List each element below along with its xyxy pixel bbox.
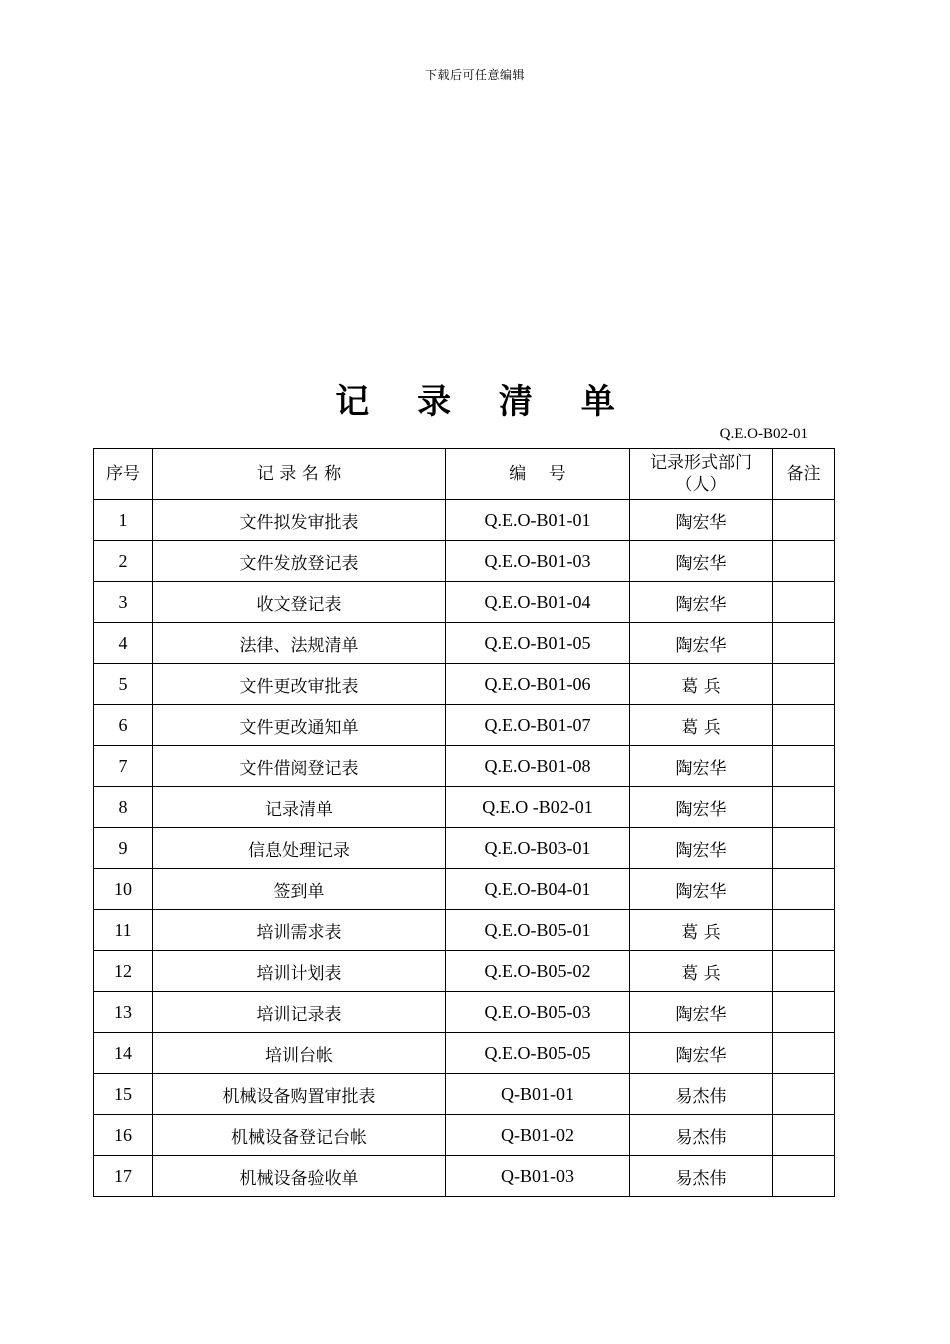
cell-note	[773, 828, 835, 869]
cell-note	[773, 910, 835, 951]
cell-no: 13	[94, 992, 153, 1033]
cell-dept: 陶宏华	[630, 992, 773, 1033]
cell-name: 记录清单	[153, 787, 446, 828]
cell-note	[773, 1033, 835, 1074]
cell-note	[773, 500, 835, 541]
table-row	[94, 1074, 835, 1115]
cell-name: 文件拟发审批表	[153, 500, 446, 541]
column-header-code: 编 号	[446, 449, 630, 500]
cell-dept: 易杰伟	[630, 1074, 773, 1115]
cell-code: Q.E.O-B05-03	[446, 992, 630, 1033]
cell-note	[773, 582, 835, 623]
cell-no: 9	[94, 828, 153, 869]
cell-no: 14	[94, 1033, 153, 1074]
cell-name: 机械设备验收单	[153, 1156, 446, 1197]
table-row	[94, 623, 835, 664]
cell-note	[773, 746, 835, 787]
cell-note	[773, 787, 835, 828]
cell-code: Q.E.O-B01-07	[446, 705, 630, 746]
cell-dept: 陶宏华	[630, 500, 773, 541]
cell-name: 收文登记表	[153, 582, 446, 623]
cell-code: Q-B01-02	[446, 1115, 630, 1156]
cell-code: Q.E.O-B01-08	[446, 746, 630, 787]
cell-dept: 陶宏华	[630, 869, 773, 910]
column-header-no: 序号	[94, 449, 153, 500]
cell-dept: 葛 兵	[630, 951, 773, 992]
cell-dept: 葛 兵	[630, 705, 773, 746]
cell-dept: 陶宏华	[630, 582, 773, 623]
cell-name: 机械设备登记台帐	[153, 1115, 446, 1156]
cell-note	[773, 1156, 835, 1197]
cell-dept: 易杰伟	[630, 1115, 773, 1156]
cell-code: Q.E.O-B01-05	[446, 623, 630, 664]
table-row	[94, 664, 835, 705]
cell-no: 15	[94, 1074, 153, 1115]
page-header: 下载后可任意编辑	[424, 68, 525, 82]
cell-name: 机械设备购置审批表	[153, 1074, 446, 1115]
cell-note	[773, 1074, 835, 1115]
cell-name: 信息处理记录	[153, 828, 446, 869]
cell-dept: 陶宏华	[630, 787, 773, 828]
table-row	[94, 787, 835, 828]
cell-name: 培训计划表	[153, 951, 446, 992]
cell-dept: 陶宏华	[630, 828, 773, 869]
cell-code: Q.E.O -B02-01	[446, 787, 630, 828]
column-header-note: 备注	[773, 449, 835, 500]
cell-no: 8	[94, 787, 153, 828]
cell-note	[773, 992, 835, 1033]
table-row	[94, 1033, 835, 1074]
cell-note	[773, 869, 835, 910]
cell-code: Q.E.O-B04-01	[446, 869, 630, 910]
document-code: Q.E.O-B02-01	[719, 426, 808, 442]
cell-code: Q.E.O-B01-06	[446, 664, 630, 705]
cell-code: Q-B01-03	[446, 1156, 630, 1197]
cell-dept: 葛 兵	[630, 910, 773, 951]
cell-code: Q.E.O-B01-04	[446, 582, 630, 623]
cell-no: 5	[94, 664, 153, 705]
records-table	[93, 448, 835, 1197]
cell-name: 文件发放登记表	[153, 541, 446, 582]
table-row	[94, 582, 835, 623]
cell-name: 文件更改通知单	[153, 705, 446, 746]
cell-no: 12	[94, 951, 153, 992]
cell-note	[773, 664, 835, 705]
cell-no: 11	[94, 910, 153, 951]
document-title: 记 录 清 单	[335, 382, 633, 422]
table-row	[94, 910, 835, 951]
table-row	[94, 1115, 835, 1156]
cell-note	[773, 1115, 835, 1156]
cell-code: Q.E.O-B05-02	[446, 951, 630, 992]
column-header-dept: 记录形式部门（人）	[630, 449, 773, 500]
cell-no: 2	[94, 541, 153, 582]
cell-dept: 陶宏华	[630, 746, 773, 787]
cell-dept: 陶宏华	[630, 541, 773, 582]
table-row	[94, 1156, 835, 1197]
cell-dept: 易杰伟	[630, 1156, 773, 1197]
table-row	[94, 500, 835, 541]
cell-note	[773, 705, 835, 746]
cell-no: 1	[94, 500, 153, 541]
column-header-name: 记 录 名 称	[153, 449, 446, 500]
cell-name: 文件借阅登记表	[153, 746, 446, 787]
cell-name: 培训记录表	[153, 992, 446, 1033]
cell-name: 签到单	[153, 869, 446, 910]
table-row	[94, 541, 835, 582]
cell-dept: 陶宏华	[630, 623, 773, 664]
table-row	[94, 828, 835, 869]
cell-no: 16	[94, 1115, 153, 1156]
table-row	[94, 869, 835, 910]
table-row	[94, 705, 835, 746]
cell-no: 17	[94, 1156, 153, 1197]
cell-name: 培训需求表	[153, 910, 446, 951]
records-body	[94, 500, 835, 1197]
cell-dept: 葛 兵	[630, 664, 773, 705]
cell-code: Q.E.O-B01-01	[446, 500, 630, 541]
cell-no: 4	[94, 623, 153, 664]
cell-note	[773, 541, 835, 582]
cell-dept: 陶宏华	[630, 1033, 773, 1074]
cell-no: 6	[94, 705, 153, 746]
table-row	[94, 951, 835, 992]
cell-name: 文件更改审批表	[153, 664, 446, 705]
cell-code: Q.E.O-B05-01	[446, 910, 630, 951]
cell-note	[773, 951, 835, 992]
cell-no: 7	[94, 746, 153, 787]
cell-note	[773, 623, 835, 664]
table-header-row	[94, 449, 835, 500]
cell-no: 10	[94, 869, 153, 910]
table-row	[94, 746, 835, 787]
cell-code: Q.E.O-B03-01	[446, 828, 630, 869]
cell-code: Q.E.O-B01-03	[446, 541, 630, 582]
cell-code: Q-B01-01	[446, 1074, 630, 1115]
cell-code: Q.E.O-B05-05	[446, 1033, 630, 1074]
cell-name: 培训台帐	[153, 1033, 446, 1074]
cell-no: 3	[94, 582, 153, 623]
cell-name: 法律、法规清单	[153, 623, 446, 664]
table-row	[94, 992, 835, 1033]
